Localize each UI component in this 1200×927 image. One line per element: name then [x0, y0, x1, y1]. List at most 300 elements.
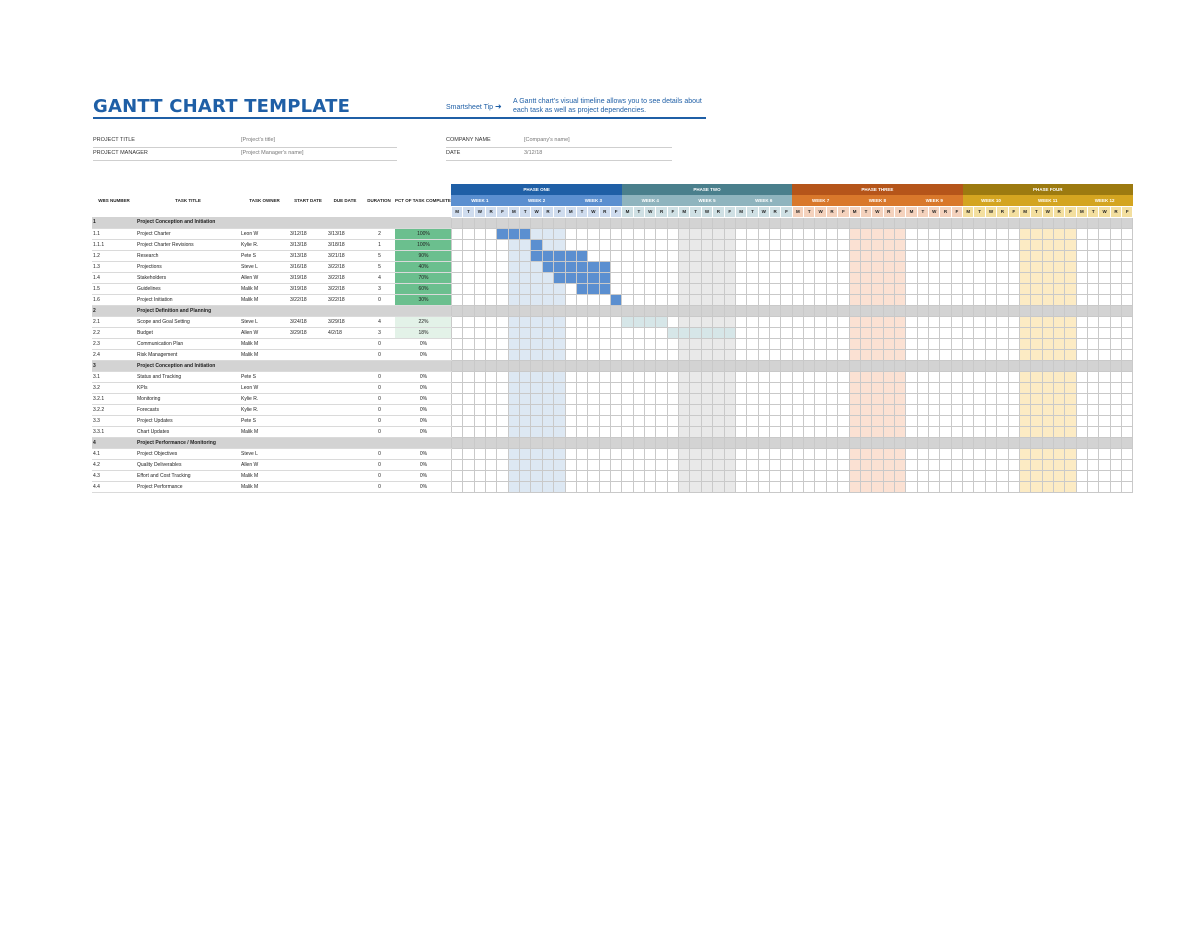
timeline-cell[interactable] [679, 349, 690, 360]
timeline-group-cell[interactable] [486, 437, 497, 448]
timeline-cell[interactable] [849, 294, 860, 305]
timeline-cell[interactable] [781, 250, 792, 261]
timeline-cell[interactable] [1088, 283, 1099, 294]
timeline-cell[interactable] [1008, 261, 1019, 272]
timeline-cell[interactable] [883, 239, 894, 250]
timeline-cell[interactable] [883, 250, 894, 261]
timeline-cell[interactable] [985, 316, 996, 327]
timeline-cell[interactable] [894, 294, 905, 305]
task-row[interactable] [92, 393, 1133, 404]
timeline-cell[interactable] [758, 459, 769, 470]
timeline-cell[interactable] [633, 404, 644, 415]
timeline-cell[interactable] [486, 239, 497, 250]
timeline-cell[interactable] [508, 382, 519, 393]
timeline-cell[interactable] [645, 426, 656, 437]
timeline-cell[interactable] [804, 283, 815, 294]
timeline-group-cell[interactable] [690, 305, 701, 316]
timeline-cell[interactable] [985, 415, 996, 426]
timeline-group-cell[interactable] [645, 305, 656, 316]
timeline-cell[interactable] [940, 272, 951, 283]
timeline-cell[interactable] [985, 239, 996, 250]
timeline-group-cell[interactable] [747, 437, 758, 448]
timeline-cell[interactable] [622, 349, 633, 360]
timeline-cell[interactable] [747, 239, 758, 250]
timeline-cell[interactable] [883, 404, 894, 415]
timeline-cell[interactable] [1042, 459, 1053, 470]
timeline-group-cell[interactable] [542, 437, 553, 448]
timeline-cell[interactable] [815, 415, 826, 426]
task-task-cell[interactable]: Project Updates [136, 415, 240, 426]
timeline-cell[interactable] [588, 371, 599, 382]
timeline-cell[interactable] [520, 239, 531, 250]
timeline-cell[interactable] [849, 371, 860, 382]
timeline-cell[interactable] [531, 481, 542, 492]
timeline-cell[interactable] [963, 294, 974, 305]
timeline-cell[interactable] [781, 393, 792, 404]
timeline-cell[interactable] [917, 415, 928, 426]
timeline-group-cell[interactable] [1042, 217, 1053, 228]
timeline-group-cell[interactable] [1065, 437, 1076, 448]
timeline-cell[interactable] [997, 349, 1008, 360]
timeline-cell[interactable] [997, 338, 1008, 349]
timeline-cell[interactable] [486, 415, 497, 426]
timeline-cell[interactable] [872, 250, 883, 261]
timeline-cell[interactable] [667, 283, 678, 294]
timeline-cell[interactable] [872, 459, 883, 470]
timeline-cell[interactable] [656, 316, 667, 327]
timeline-cell[interactable] [860, 415, 871, 426]
timeline-cell[interactable] [690, 327, 701, 338]
timeline-cell[interactable] [747, 228, 758, 239]
timeline-cell[interactable] [531, 448, 542, 459]
timeline-cell[interactable] [974, 261, 985, 272]
timeline-cell[interactable] [849, 250, 860, 261]
timeline-cell[interactable] [860, 316, 871, 327]
timeline-cell[interactable] [486, 316, 497, 327]
timeline-cell[interactable] [690, 250, 701, 261]
timeline-group-cell[interactable] [929, 217, 940, 228]
timeline-cell[interactable] [1065, 250, 1076, 261]
timeline-group-cell[interactable] [747, 305, 758, 316]
group-row[interactable] [92, 217, 1133, 228]
timeline-group-cell[interactable] [1031, 437, 1042, 448]
timeline-cell[interactable] [576, 327, 587, 338]
timeline-cell[interactable] [1008, 272, 1019, 283]
timeline-cell[interactable] [713, 459, 724, 470]
timeline-group-cell[interactable] [758, 217, 769, 228]
timeline-cell[interactable] [951, 448, 962, 459]
timeline-cell[interactable] [713, 371, 724, 382]
timeline-cell[interactable] [997, 294, 1008, 305]
timeline-cell[interactable] [1042, 415, 1053, 426]
timeline-group-cell[interactable] [815, 305, 826, 316]
timeline-cell[interactable] [985, 404, 996, 415]
timeline-cell[interactable] [645, 415, 656, 426]
timeline-cell[interactable] [486, 338, 497, 349]
timeline-cell[interactable] [474, 481, 485, 492]
timeline-group-cell[interactable] [1122, 217, 1133, 228]
timeline-cell[interactable] [974, 283, 985, 294]
timeline-cell[interactable] [576, 470, 587, 481]
task-row[interactable] [92, 316, 1133, 327]
timeline-cell[interactable] [963, 404, 974, 415]
timeline-cell[interactable] [974, 294, 985, 305]
timeline-cell[interactable] [951, 393, 962, 404]
timeline-group-cell[interactable] [838, 437, 849, 448]
timeline-group-cell[interactable] [815, 217, 826, 228]
timeline-cell[interactable] [610, 338, 621, 349]
timeline-cell[interactable] [940, 481, 951, 492]
timeline-cell[interactable] [463, 415, 474, 426]
timeline-cell[interactable] [497, 327, 508, 338]
timeline-cell[interactable] [565, 382, 576, 393]
timeline-cell[interactable] [985, 448, 996, 459]
task-row[interactable] [92, 338, 1133, 349]
timeline-cell[interactable] [576, 283, 587, 294]
timeline-cell[interactable] [974, 382, 985, 393]
timeline-cell[interactable] [667, 349, 678, 360]
timeline-cell[interactable] [463, 239, 474, 250]
timeline-cell[interactable] [963, 470, 974, 481]
timeline-cell[interactable] [838, 470, 849, 481]
timeline-cell[interactable] [838, 228, 849, 239]
timeline-cell[interactable] [860, 448, 871, 459]
timeline-cell[interactable] [1076, 382, 1087, 393]
timeline-cell[interactable] [781, 239, 792, 250]
timeline-cell[interactable] [804, 239, 815, 250]
timeline-cell[interactable] [860, 283, 871, 294]
timeline-cell[interactable] [690, 261, 701, 272]
timeline-cell[interactable] [792, 426, 803, 437]
timeline-cell[interactable] [497, 261, 508, 272]
timeline-cell[interactable] [826, 261, 837, 272]
timeline-cell[interactable] [906, 228, 917, 239]
timeline-cell[interactable] [713, 338, 724, 349]
timeline-group-cell[interactable] [792, 360, 803, 371]
timeline-group-cell[interactable] [1031, 217, 1042, 228]
timeline-cell[interactable] [622, 404, 633, 415]
timeline-cell[interactable] [508, 481, 519, 492]
timeline-cell[interactable] [565, 261, 576, 272]
timeline-cell[interactable] [906, 470, 917, 481]
timeline-cell[interactable] [997, 228, 1008, 239]
timeline-group-cell[interactable] [508, 360, 519, 371]
timeline-cell[interactable] [554, 371, 565, 382]
timeline-cell[interactable] [1031, 239, 1042, 250]
timeline-cell[interactable] [474, 316, 485, 327]
timeline-cell[interactable] [929, 415, 940, 426]
timeline-cell[interactable] [985, 349, 996, 360]
timeline-cell[interactable] [520, 294, 531, 305]
timeline-cell[interactable] [883, 327, 894, 338]
timeline-group-cell[interactable] [656, 360, 667, 371]
timeline-cell[interactable] [667, 426, 678, 437]
timeline-cell[interactable] [860, 272, 871, 283]
timeline-cell[interactable] [894, 239, 905, 250]
timeline-cell[interactable] [645, 470, 656, 481]
timeline-cell[interactable] [486, 272, 497, 283]
timeline-cell[interactable] [486, 481, 497, 492]
timeline-cell[interactable] [1122, 327, 1133, 338]
timeline-group-cell[interactable] [860, 217, 871, 228]
timeline-cell[interactable] [769, 426, 780, 437]
timeline-cell[interactable] [815, 294, 826, 305]
timeline-cell[interactable] [645, 327, 656, 338]
timeline-cell[interactable] [554, 349, 565, 360]
timeline-cell[interactable] [758, 294, 769, 305]
timeline-cell[interactable] [1065, 294, 1076, 305]
timeline-cell[interactable] [565, 470, 576, 481]
timeline-cell[interactable] [679, 261, 690, 272]
timeline-group-cell[interactable] [1122, 360, 1133, 371]
timeline-cell[interactable] [735, 415, 746, 426]
timeline-cell[interactable] [713, 327, 724, 338]
timeline-cell[interactable] [1099, 459, 1110, 470]
timeline-cell[interactable] [1053, 415, 1064, 426]
timeline-cell[interactable] [951, 459, 962, 470]
timeline-cell[interactable] [826, 470, 837, 481]
timeline-cell[interactable] [906, 250, 917, 261]
timeline-cell[interactable] [599, 316, 610, 327]
timeline-cell[interactable] [531, 393, 542, 404]
task-task-cell[interactable]: Project Conception and Initiation [136, 217, 240, 228]
timeline-cell[interactable] [622, 382, 633, 393]
timeline-cell[interactable] [1008, 393, 1019, 404]
timeline-cell[interactable] [963, 228, 974, 239]
timeline-cell[interactable] [690, 338, 701, 349]
task-row[interactable] [92, 371, 1133, 382]
timeline-group-cell[interactable] [554, 360, 565, 371]
timeline-cell[interactable] [917, 239, 928, 250]
timeline-cell[interactable] [929, 481, 940, 492]
timeline-cell[interactable] [474, 283, 485, 294]
timeline-cell[interactable] [815, 459, 826, 470]
project-manager-field[interactable]: [Project Manager's name] [241, 150, 304, 156]
company-name-field[interactable]: [Company's name] [524, 137, 570, 143]
timeline-cell[interactable] [713, 470, 724, 481]
timeline-cell[interactable] [531, 415, 542, 426]
timeline-group-cell[interactable] [667, 305, 678, 316]
timeline-cell[interactable] [894, 228, 905, 239]
timeline-cell[interactable] [929, 261, 940, 272]
timeline-cell[interactable] [599, 261, 610, 272]
timeline-cell[interactable] [883, 283, 894, 294]
timeline-cell[interactable] [508, 316, 519, 327]
timeline-group-cell[interactable] [940, 360, 951, 371]
timeline-cell[interactable] [1008, 371, 1019, 382]
timeline-cell[interactable] [826, 228, 837, 239]
timeline-cell[interactable] [804, 459, 815, 470]
timeline-cell[interactable] [497, 338, 508, 349]
timeline-cell[interactable] [576, 349, 587, 360]
timeline-cell[interactable] [576, 393, 587, 404]
timeline-cell[interactable] [690, 481, 701, 492]
timeline-cell[interactable] [849, 382, 860, 393]
timeline-cell[interactable] [1076, 283, 1087, 294]
timeline-group-cell[interactable] [520, 437, 531, 448]
timeline-cell[interactable] [906, 459, 917, 470]
timeline-cell[interactable] [769, 404, 780, 415]
timeline-cell[interactable] [815, 426, 826, 437]
timeline-cell[interactable] [963, 239, 974, 250]
timeline-cell[interactable] [656, 250, 667, 261]
timeline-cell[interactable] [963, 338, 974, 349]
timeline-cell[interactable] [474, 426, 485, 437]
timeline-group-cell[interactable] [656, 437, 667, 448]
timeline-cell[interactable] [758, 448, 769, 459]
timeline-group-cell[interactable] [1076, 360, 1087, 371]
timeline-cell[interactable] [576, 338, 587, 349]
timeline-cell[interactable] [1088, 316, 1099, 327]
timeline-cell[interactable] [554, 327, 565, 338]
timeline-cell[interactable] [1110, 316, 1121, 327]
timeline-cell[interactable] [849, 415, 860, 426]
timeline-cell[interactable] [974, 481, 985, 492]
timeline-cell[interactable] [1031, 426, 1042, 437]
timeline-group-cell[interactable] [599, 305, 610, 316]
timeline-cell[interactable] [690, 448, 701, 459]
timeline-cell[interactable] [1031, 327, 1042, 338]
timeline-cell[interactable] [769, 338, 780, 349]
timeline-cell[interactable] [474, 239, 485, 250]
timeline-cell[interactable] [894, 393, 905, 404]
timeline-cell[interactable] [724, 470, 735, 481]
timeline-cell[interactable] [588, 228, 599, 239]
timeline-cell[interactable] [849, 481, 860, 492]
timeline-cell[interactable] [486, 426, 497, 437]
timeline-group-cell[interactable] [508, 305, 519, 316]
timeline-cell[interactable] [599, 448, 610, 459]
timeline-cell[interactable] [963, 415, 974, 426]
timeline-cell[interactable] [645, 239, 656, 250]
timeline-cell[interactable] [1042, 338, 1053, 349]
timeline-cell[interactable] [508, 415, 519, 426]
timeline-cell[interactable] [883, 481, 894, 492]
timeline-cell[interactable] [554, 316, 565, 327]
timeline-cell[interactable] [1076, 294, 1087, 305]
timeline-cell[interactable] [667, 470, 678, 481]
timeline-cell[interactable] [1122, 382, 1133, 393]
timeline-cell[interactable] [1122, 294, 1133, 305]
timeline-cell[interactable] [679, 426, 690, 437]
timeline-cell[interactable] [1065, 327, 1076, 338]
timeline-group-cell[interactable] [1076, 305, 1087, 316]
timeline-cell[interactable] [838, 239, 849, 250]
timeline-group-cell[interactable] [497, 305, 508, 316]
timeline-cell[interactable] [951, 228, 962, 239]
timeline-cell[interactable] [599, 272, 610, 283]
timeline-cell[interactable] [679, 228, 690, 239]
timeline-cell[interactable] [645, 316, 656, 327]
timeline-cell[interactable] [985, 272, 996, 283]
timeline-cell[interactable] [951, 327, 962, 338]
task-task-cell[interactable]: Project Charter Revisions [136, 239, 240, 250]
timeline-cell[interactable] [554, 426, 565, 437]
timeline-cell[interactable] [633, 371, 644, 382]
timeline-cell[interactable] [610, 415, 621, 426]
timeline-cell[interactable] [883, 371, 894, 382]
timeline-cell[interactable] [758, 327, 769, 338]
timeline-cell[interactable] [974, 459, 985, 470]
timeline-cell[interactable] [769, 316, 780, 327]
timeline-cell[interactable] [906, 338, 917, 349]
timeline-cell[interactable] [838, 338, 849, 349]
timeline-cell[interactable] [599, 382, 610, 393]
timeline-cell[interactable] [610, 250, 621, 261]
timeline-cell[interactable] [531, 371, 542, 382]
timeline-cell[interactable] [508, 272, 519, 283]
timeline-cell[interactable] [679, 239, 690, 250]
timeline-cell[interactable] [1008, 327, 1019, 338]
timeline-group-cell[interactable] [735, 217, 746, 228]
timeline-cell[interactable] [781, 338, 792, 349]
timeline-cell[interactable] [1110, 448, 1121, 459]
timeline-cell[interactable] [531, 283, 542, 294]
timeline-cell[interactable] [633, 327, 644, 338]
timeline-cell[interactable] [735, 349, 746, 360]
timeline-group-cell[interactable] [565, 437, 576, 448]
timeline-cell[interactable] [542, 327, 553, 338]
timeline-cell[interactable] [735, 426, 746, 437]
timeline-cell[interactable] [963, 448, 974, 459]
timeline-cell[interactable] [667, 228, 678, 239]
timeline-cell[interactable] [758, 261, 769, 272]
timeline-cell[interactable] [520, 481, 531, 492]
timeline-cell[interactable] [838, 448, 849, 459]
timeline-cell[interactable] [1019, 250, 1030, 261]
timeline-cell[interactable] [860, 404, 871, 415]
timeline-cell[interactable] [1008, 294, 1019, 305]
timeline-cell[interactable] [951, 272, 962, 283]
timeline-cell[interactable] [565, 393, 576, 404]
timeline-group-cell[interactable] [917, 360, 928, 371]
timeline-cell[interactable] [576, 228, 587, 239]
timeline-cell[interactable] [894, 481, 905, 492]
timeline-cell[interactable] [1099, 404, 1110, 415]
timeline-cell[interactable] [872, 470, 883, 481]
timeline-cell[interactable] [940, 294, 951, 305]
timeline-cell[interactable] [1019, 470, 1030, 481]
timeline-cell[interactable] [747, 272, 758, 283]
task-task-cell[interactable]: Communication Plan [136, 338, 240, 349]
timeline-cell[interactable] [531, 250, 542, 261]
timeline-cell[interactable] [781, 283, 792, 294]
timeline-cell[interactable] [679, 470, 690, 481]
timeline-cell[interactable] [1008, 250, 1019, 261]
timeline-cell[interactable] [826, 448, 837, 459]
timeline-cell[interactable] [815, 228, 826, 239]
timeline-cell[interactable] [463, 250, 474, 261]
timeline-group-cell[interactable] [724, 360, 735, 371]
timeline-cell[interactable] [1065, 426, 1076, 437]
timeline-cell[interactable] [520, 426, 531, 437]
timeline-cell[interactable] [622, 316, 633, 327]
timeline-cell[interactable] [735, 393, 746, 404]
smartsheet-tip-label[interactable] [446, 102, 502, 111]
timeline-cell[interactable] [588, 272, 599, 283]
timeline-cell[interactable] [576, 481, 587, 492]
timeline-group-cell[interactable] [1065, 360, 1076, 371]
timeline-cell[interactable] [997, 415, 1008, 426]
timeline-cell[interactable] [610, 228, 621, 239]
timeline-cell[interactable] [1008, 316, 1019, 327]
timeline-cell[interactable] [997, 448, 1008, 459]
timeline-group-cell[interactable] [531, 437, 542, 448]
timeline-cell[interactable] [917, 470, 928, 481]
timeline-group-cell[interactable] [963, 305, 974, 316]
timeline-cell[interactable] [1088, 272, 1099, 283]
timeline-cell[interactable] [1065, 393, 1076, 404]
